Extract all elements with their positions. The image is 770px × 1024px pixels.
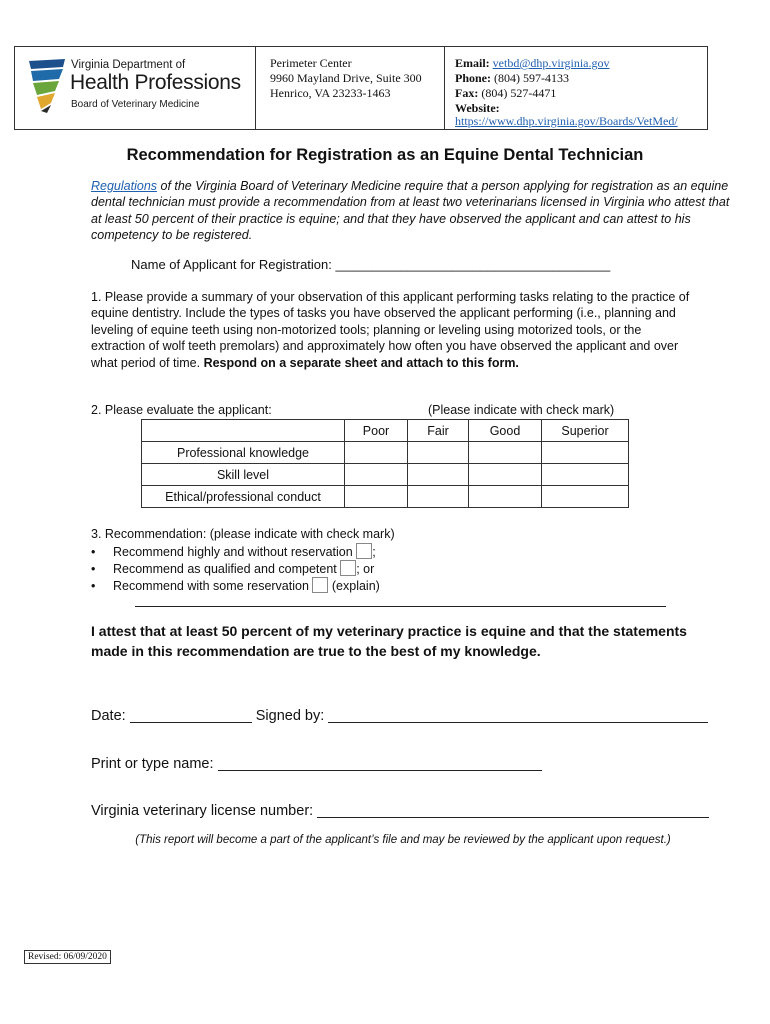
revised-date-badge: Revised: 06/09/2020 [24,950,111,964]
form-title: Recommendation for Registration as an Equine Dental Technician [126,146,644,164]
recommendation-text-qualified: Recommend as qualified and competent [113,562,337,576]
address-line-3: Henrico, VA 23233-1463 [270,86,391,100]
cell-skill-poor[interactable] [345,464,408,486]
date-field[interactable] [130,707,252,723]
checkbox-reservation[interactable] [312,577,328,593]
intro-text: of the Virginia Board of Veterinary Medicine require that a person applying for registration as an equine dental technician must provide a recommendation from at least two veterinarians licensed in Virginia who attest that at least 50 percent of their practice is equine; and that they have observed the applicant and can attest to his competency to be registered. [91,179,730,243]
evaluation-table [141,419,629,508]
license-number-field[interactable] [317,802,709,818]
date-label: Date: [91,708,126,724]
contact-cell [445,47,707,129]
cell-skill-good[interactable] [469,464,542,486]
header-box [14,46,708,130]
checkbox-qualified[interactable] [340,560,356,576]
question-2-label: 2. Please evaluate the applicant: [91,403,272,417]
website-row [455,114,678,129]
question-3-label: 3. Recommendation: (please indicate with check mark) [91,527,395,541]
print-name-label: Print or type name: [91,756,214,772]
question-1-instruction: Respond on a separate sheet and attach to this form. [203,355,519,370]
column-good: Good [469,420,542,442]
signature-field[interactable] [328,707,708,723]
phone-row [455,71,569,86]
address-cell [256,47,445,129]
logo-cell [15,47,256,129]
cell-ethics-superior[interactable] [542,486,629,508]
cell-knowledge-fair[interactable] [408,442,469,464]
cell-skill-superior[interactable] [542,464,629,486]
column-fair: Fair [408,420,469,442]
question-2-note: (Please indicate with check mark) [428,403,615,417]
cell-ethics-poor[interactable] [345,486,408,508]
evaluation-header-row [142,420,629,442]
website-link[interactable]: https://www.dhp.virginia.gov/Boards/VetMed/ [455,114,678,128]
cell-knowledge-superior[interactable] [542,442,629,464]
footnote: (This report will become a part of the applicant’s file and may be reviewed by the applicant upon request.) [135,834,671,846]
cell-ethics-fair[interactable] [408,486,469,508]
explain-line[interactable] [135,606,666,607]
logo-board-text: Board of Veterinary Medicine [71,99,200,110]
bullet-marker: • [91,579,96,593]
fax-label: Fax: [455,86,479,100]
checkbox-highly[interactable] [356,543,372,559]
recommendation-item-highly [91,543,376,559]
row-label-professional-knowledge: Professional knowledge [142,442,345,464]
logo-agency-text: Health Professions [70,71,241,94]
question-1 [91,289,691,371]
regulations-link[interactable]: Regulations [91,179,158,193]
recommendation-text-highly: Recommend highly and without reservation [113,545,353,559]
vdhp-logo-icon [25,57,69,115]
recommendation-suffix-highly: ; [372,545,376,559]
cell-ethics-good[interactable] [469,486,542,508]
email-row [455,56,610,71]
print-name-row [91,755,542,772]
recommendation-text-reservation: Recommend with some reservation [113,579,309,593]
attestation-statement: I attest that at least 50 percent of my veterinary practice is equine and that the statements made in this recommendation are true to the best of my knowledge. [91,623,687,659]
question-1-text: 1. Please provide a summary of your observation of this applicant performing tasks relating to the practice of equine dentistry. Include the types of tasks you have observed the applicant performing (i.e., planning and leveling of equine teeth using non-motorized tools; planning or leveling using motorized tools, or the extraction of wolf teeth premolars) and approximately how often you have observed the applicant and over what period of time. [91,290,690,370]
row-label-ethical-conduct: Ethical/professional conduct [142,486,345,508]
recommendation-item-reservation [91,577,380,593]
date-signed-row [91,707,708,724]
cell-skill-fair[interactable] [408,464,469,486]
column-poor: Poor [345,420,408,442]
recommendation-suffix-reservation: (explain) [328,579,380,593]
recommendation-suffix-qualified: ; or [356,562,375,576]
logo-department-text: Virginia Department of [71,59,186,71]
applicant-name-field[interactable]: Name of Applicant for Registration: ______________________________________ [131,257,611,272]
website-label: Website: [455,101,500,115]
email-label: Email: [455,56,490,70]
bullet-marker: • [91,562,96,576]
print-name-field[interactable] [218,755,542,771]
license-row [91,802,709,819]
address-line-1: Perimeter Center [270,56,352,70]
cell-knowledge-poor[interactable] [345,442,408,464]
fax-row [455,86,556,101]
evaluation-corner-cell [142,420,345,442]
phone-label: Phone: [455,71,491,85]
row-label-skill-level: Skill level [142,464,345,486]
cell-knowledge-good[interactable] [469,442,542,464]
evaluation-row-professional-knowledge [142,442,629,464]
phone-value: (804) 597-4133 [494,71,569,85]
intro-paragraph [91,178,731,244]
signed-by-label: Signed by: [255,708,325,724]
evaluation-row-ethical-conduct [142,486,629,508]
fax-value: (804) 527-4471 [481,86,557,100]
address-line-2: 9960 Mayland Drive, Suite 300 [270,71,422,85]
recommendation-item-qualified [91,560,374,576]
evaluation-row-skill-level [142,464,629,486]
email-link[interactable]: vetbd@dhp.virginia.gov [492,56,610,70]
bullet-marker: • [91,545,96,559]
license-label: Virginia veterinary license number: [91,803,314,819]
column-superior: Superior [542,420,629,442]
